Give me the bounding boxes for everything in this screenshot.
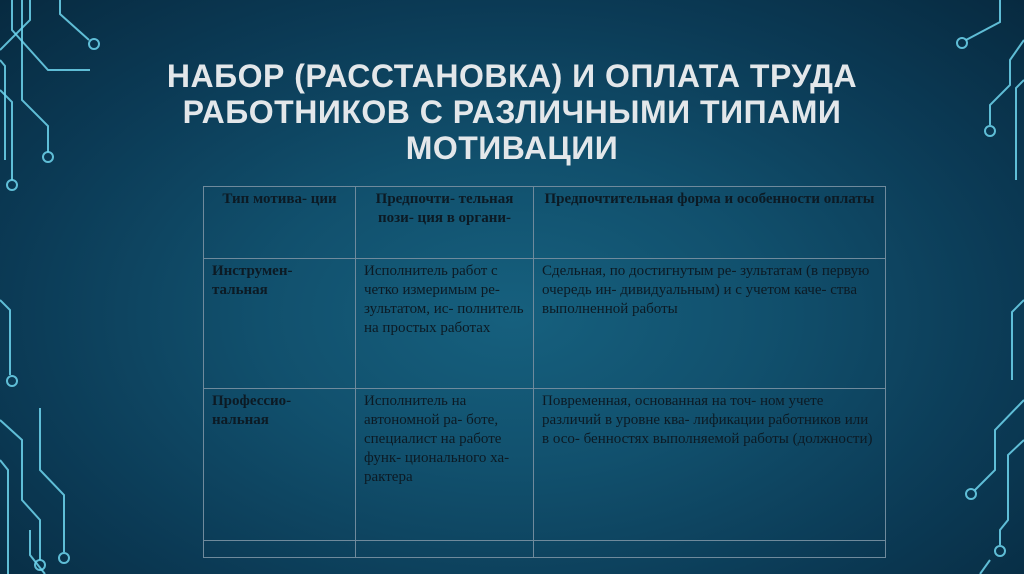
table-header-row bbox=[204, 187, 886, 259]
table-row bbox=[204, 259, 886, 389]
table-empty-row bbox=[204, 541, 886, 558]
slide-title bbox=[60, 58, 964, 166]
empty-cell bbox=[204, 541, 356, 558]
title-line-3: МОТИВАЦИИ bbox=[405, 130, 619, 166]
title-line-2: РАБОТНИКОВ С РАЗЛИЧНЫМИ ТИПАМИ bbox=[182, 94, 842, 130]
cell-preferred-position: Исполнитель работ с четко измеримым ре- зультатом, ис- полнитель на простых работах bbox=[356, 259, 534, 389]
table-row bbox=[204, 389, 886, 541]
header-preferred-position: Предпочти- тельная пози- ция в органи- bbox=[356, 187, 534, 259]
empty-cell bbox=[356, 541, 534, 558]
motivation-table bbox=[203, 186, 886, 558]
header-preferred-payment: Предпочтительная форма и особенности оплаты bbox=[534, 187, 886, 259]
cell-preferred-payment: Сдельная, по достигнутым ре- зультатам (в первую очередь ин- дивидуальным) и с учетом каче- ства выполненной работы bbox=[534, 259, 886, 389]
empty-cell bbox=[534, 541, 886, 558]
cell-motivation-type: Инструмен- тальная bbox=[204, 259, 356, 389]
title-line-1: НАБОР (РАССТАНОВКА) И ОПЛАТА ТРУДА bbox=[166, 58, 858, 94]
cell-preferred-position: Исполнитель на автономной ра- боте, специалист на работе функ- ционального ха- рактера bbox=[356, 389, 534, 541]
cell-motivation-type: Профессио- нальная bbox=[204, 389, 356, 541]
header-motivation-type: Тип мотива- ции bbox=[204, 187, 356, 259]
cell-preferred-payment: Повременная, основанная на точ- ном учете различий в уровне ква- лификации работников или в осо- бенностях выполняемой работы (должности) bbox=[534, 389, 886, 541]
